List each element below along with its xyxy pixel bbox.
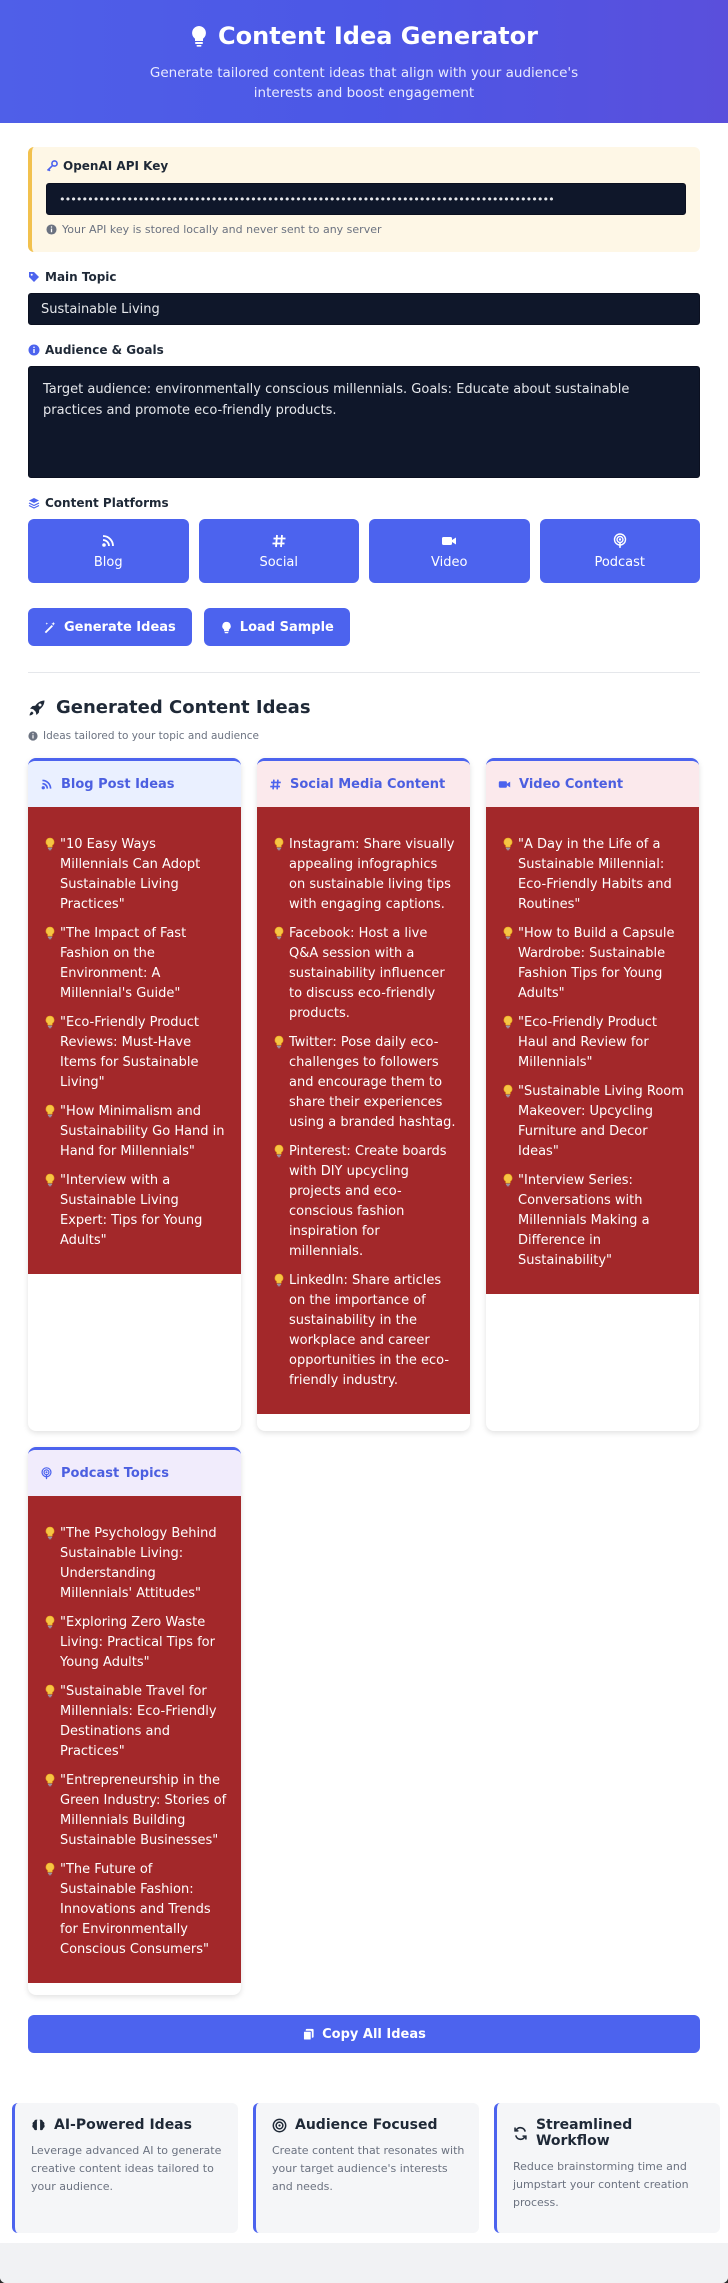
page-title-text: Content Idea Generator <box>218 22 538 50</box>
feature-title: Audience Focused <box>272 2117 469 2133</box>
idea-text: "Interview with a Sustainable Living Expert: Tips for Young Adults" <box>60 1173 203 1248</box>
idea-item <box>44 1860 227 1960</box>
idea-item <box>273 1142 456 1262</box>
idea-text: "Entrepreneurship in the Green Industry: Stories of Millennials Building Sustainable Businesses" <box>60 1773 227 1848</box>
feature-list <box>0 2103 728 2233</box>
idea-item <box>502 1013 685 1073</box>
idea-item <box>44 1102 227 1162</box>
page-subtitle: Generate tailored content ideas that align with your audience's interests and boost engagement <box>149 65 579 101</box>
topic-field <box>28 270 700 325</box>
idea-text: "The Impact of Fast Fashion on the Environment: A Millennial's Guide" <box>60 926 187 1001</box>
podcast-icon <box>40 1467 53 1480</box>
feature-text: Create content that resonates with your target audience's interests and needs. <box>272 2144 465 2193</box>
video-ideas-card <box>486 758 699 1431</box>
audience-field <box>28 343 700 478</box>
lightbulb-icon <box>190 25 208 47</box>
rocket-icon <box>28 699 46 717</box>
card-body <box>486 807 699 1294</box>
lightbulb-icon <box>273 926 285 940</box>
idea-text: Instagram: Share visually appealing infographics on sustainable living tips with engaging captions. <box>289 837 455 912</box>
sync-icon <box>513 2126 528 2141</box>
footer-bar <box>0 2243 728 2283</box>
idea-text: Twitter: Pose daily eco-challenges to followers and encourage them to share their experiences using a branded hashtag. <box>289 1035 456 1130</box>
idea-text: "The Psychology Behind Sustainable Living: Understanding Millennials' Attitudes" <box>60 1526 217 1601</box>
idea-text: "Eco-Friendly Product Reviews: Must-Have Items for Sustainable Living" <box>60 1015 200 1090</box>
idea-text: "10 Easy Ways Millennials Can Adopt Sustainable Living Practices" <box>60 837 201 912</box>
idea-text: "Sustainable Travel for Millennials: Eco-Friendly Destinations and Practices" <box>60 1684 217 1759</box>
topic-input[interactable]: Sustainable Living <box>28 293 700 325</box>
lightbulb-icon <box>502 1173 514 1187</box>
lightbulb-icon <box>44 1684 56 1698</box>
idea-item <box>502 1082 685 1162</box>
idea-cards <box>28 758 700 1995</box>
lightbulb-icon <box>502 926 514 940</box>
generate-ideas-button[interactable]: Generate Ideas <box>28 608 192 646</box>
platform-buttons <box>28 519 700 583</box>
idea-text: "Sustainable Living Room Makeover: Upcycling Furniture and Decor Ideas" <box>518 1084 684 1159</box>
idea-text: "Interview Series: Conversations with Millennials Making a Difference in Sustainability" <box>518 1173 650 1268</box>
tag-icon <box>28 271 40 283</box>
idea-text: "How to Build a Capsule Wardrobe: Sustainable Fashion Tips for Young Adults" <box>518 926 675 1001</box>
idea-item <box>44 1013 227 1093</box>
api-key-label: OpenAI API Key <box>46 159 686 173</box>
idea-item <box>44 835 227 915</box>
idea-text: "Eco-Friendly Product Haul and Review for Millennials" <box>518 1015 658 1070</box>
lightbulb-icon <box>273 1035 285 1049</box>
lightbulb-icon <box>44 1526 56 1540</box>
lightbulb-icon <box>44 1104 56 1118</box>
api-key-input[interactable]: •••••••••••••••••••••••••••••••••••••••••••••••••••••••••••••••••••••••••••••••••••••••• <box>46 183 686 215</box>
platform-social-button[interactable]: Social <box>199 519 360 583</box>
audience-textarea[interactable] <box>28 366 700 478</box>
topic-label: Main Topic <box>28 270 700 284</box>
lightbulb-icon <box>44 926 56 940</box>
lightbulb-icon <box>502 837 514 851</box>
magic-wand-icon <box>44 621 57 634</box>
hashtag-icon <box>271 533 287 549</box>
idea-item <box>44 1171 227 1251</box>
feature-card <box>253 2103 479 2233</box>
podcast-ideas-card <box>28 1447 241 1995</box>
lightbulb-icon <box>44 1862 56 1876</box>
card-header: Social Media Content <box>257 761 470 807</box>
platforms-label: Content Platforms <box>28 496 700 510</box>
idea-item <box>44 1613 227 1673</box>
feature-title: Streamlined Workflow <box>513 2117 710 2149</box>
api-key-section <box>28 147 700 252</box>
lightbulb-icon <box>502 1084 514 1098</box>
blog-icon <box>100 533 116 549</box>
blog-ideas-card <box>28 758 241 1431</box>
info-icon <box>46 224 57 235</box>
api-key-hint: Your API key is stored locally and never sent to any server <box>46 223 686 236</box>
feature-card <box>12 2103 238 2233</box>
lightbulb-icon <box>502 1015 514 1029</box>
lightbulb-icon <box>44 1015 56 1029</box>
idea-item <box>273 1271 456 1391</box>
lightbulb-icon <box>273 1144 285 1158</box>
main-content <box>0 123 728 2053</box>
idea-item <box>44 924 227 1004</box>
divider <box>28 672 700 673</box>
target-icon <box>272 2118 287 2133</box>
platform-video-button[interactable]: Video <box>369 519 530 583</box>
idea-item <box>44 1682 227 1762</box>
header <box>0 0 728 123</box>
card-header: Podcast Topics <box>28 1450 241 1496</box>
info-icon <box>28 344 40 356</box>
idea-item <box>44 1771 227 1851</box>
lightbulb-icon <box>44 837 56 851</box>
brain-icon <box>31 2118 46 2133</box>
idea-text: "Exploring Zero Waste Living: Practical Tips for Young Adults" <box>60 1615 215 1670</box>
video-icon <box>498 778 511 791</box>
idea-text: "The Future of Sustainable Fashion: Innovations and Trends for Environmentally Conscious Consumers" <box>60 1862 211 1957</box>
hashtag-icon <box>269 778 282 791</box>
lightbulb-icon <box>44 1773 56 1787</box>
social-ideas-card <box>257 758 470 1431</box>
action-buttons <box>28 608 700 646</box>
idea-text: LinkedIn: Share articles on the importance of sustainability in the workplace and career opportunities in the eco-friendly industry. <box>289 1273 450 1388</box>
audience-label: Audience & Goals <box>28 343 700 357</box>
card-header: Video Content <box>486 761 699 807</box>
results-title: Generated Content Ideas <box>28 697 700 718</box>
platform-podcast-button[interactable]: Podcast <box>540 519 701 583</box>
idea-item <box>502 835 685 915</box>
info-icon <box>28 731 38 741</box>
platforms-field <box>28 496 700 583</box>
copy-icon <box>302 2028 315 2041</box>
card-body <box>28 1496 241 1983</box>
idea-item <box>273 835 456 915</box>
results-subtitle: Ideas tailored to your topic and audience <box>28 730 700 742</box>
podcast-icon <box>612 533 628 549</box>
blog-icon <box>40 778 53 791</box>
idea-item <box>502 924 685 1004</box>
card-header: Blog Post Ideas <box>28 761 241 807</box>
idea-text: "How Minimalism and Sustainability Go Hand in Hand for Millennials" <box>60 1104 225 1159</box>
load-sample-button[interactable]: Load Sample <box>204 608 350 646</box>
idea-item <box>273 1033 456 1133</box>
idea-text: Pinterest: Create boards with DIY upcycling projects and eco-conscious fashion inspiration for millennials. <box>289 1144 447 1259</box>
idea-text: Facebook: Host a live Q&A session with a sustainability influencer to discuss eco-friendly products. <box>289 926 445 1021</box>
lightbulb-icon <box>44 1615 56 1629</box>
page-title <box>190 22 538 50</box>
lightbulb-icon <box>273 837 285 851</box>
idea-item <box>273 924 456 1024</box>
copy-all-ideas-button[interactable]: Copy All Ideas <box>28 2015 700 2053</box>
card-body <box>28 807 241 1274</box>
feature-text: Leverage advanced AI to generate creative content ideas tailored to your audience. <box>31 2144 222 2193</box>
feature-text: Reduce brainstorming time and jumpstart your content creation process. <box>513 2160 689 2209</box>
card-body <box>257 807 470 1414</box>
lightbulb-icon <box>273 1273 285 1287</box>
key-icon <box>46 160 58 172</box>
lightbulb-icon <box>44 1173 56 1187</box>
feature-title: AI-Powered Ideas <box>31 2117 228 2133</box>
feature-card <box>494 2103 720 2233</box>
platform-blog-button[interactable]: Blog <box>28 519 189 583</box>
idea-text: "A Day in the Life of a Sustainable Millennial: Eco-Friendly Habits and Routines" <box>518 837 672 912</box>
lightbulb-icon <box>220 621 233 634</box>
layers-icon <box>28 497 40 509</box>
idea-item <box>44 1524 227 1604</box>
video-icon <box>441 533 457 549</box>
idea-item <box>502 1171 685 1271</box>
